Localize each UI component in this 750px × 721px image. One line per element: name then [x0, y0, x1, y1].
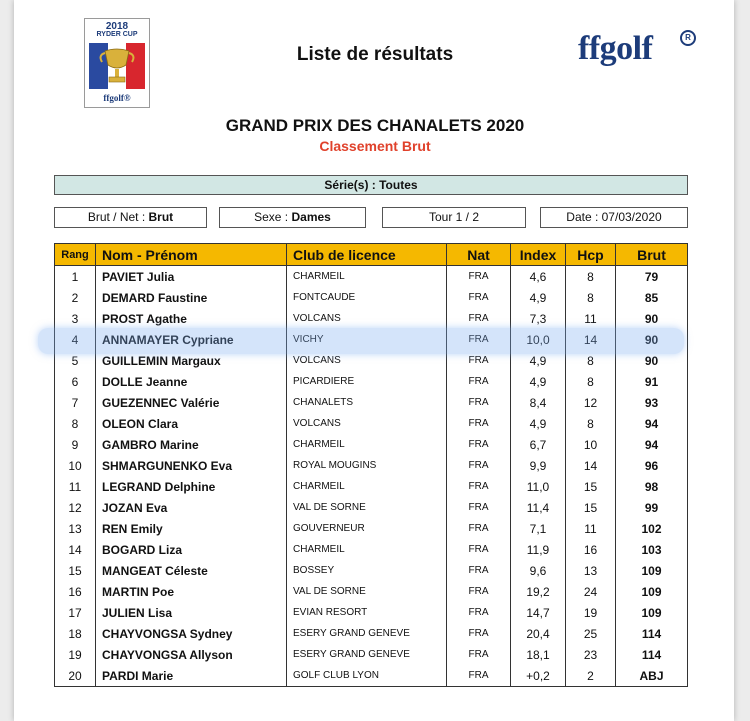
- cell-brut: 90: [616, 329, 688, 350]
- cell-hcp: 14: [566, 329, 616, 350]
- cell-index: 4,9: [511, 371, 566, 392]
- event-subtitle: Classement Brut: [319, 138, 431, 154]
- cell-nom: LEGRAND Delphine: [96, 476, 287, 497]
- cell-nat: FRA: [447, 434, 511, 455]
- cell-rang: 8: [55, 413, 96, 434]
- cell-club: VOLCANS: [287, 413, 447, 434]
- cell-nat: FRA: [447, 308, 511, 329]
- cell-nat: FRA: [447, 287, 511, 308]
- cell-nom: PARDI Marie: [96, 665, 287, 687]
- cell-brut: 93: [616, 392, 688, 413]
- cell-nom: GUILLEMIN Margaux: [96, 350, 287, 371]
- brut-net-label: Brut / Net :: [87, 210, 146, 224]
- table-row: [55, 455, 688, 476]
- cell-club: VAL DE SORNE: [287, 497, 447, 518]
- registered-mark-icon: R: [680, 30, 696, 46]
- cell-nom: GAMBRO Marine: [96, 434, 287, 455]
- cell-hcp: 16: [566, 539, 616, 560]
- cell-nat: FRA: [447, 518, 511, 539]
- ryder-cup-trophy-icon: [89, 43, 145, 89]
- cell-brut: 103: [616, 539, 688, 560]
- cell-club: ESERY GRAND GENEVE: [287, 644, 447, 665]
- cell-brut: 109: [616, 581, 688, 602]
- table-row: [55, 266, 688, 288]
- cell-nat: FRA: [447, 371, 511, 392]
- cell-brut: 109: [616, 560, 688, 581]
- cell-rang: 2: [55, 287, 96, 308]
- cell-club: CHARMEIL: [287, 266, 447, 288]
- cell-nat: FRA: [447, 455, 511, 476]
- cell-nom: MANGEAT Céleste: [96, 560, 287, 581]
- cell-index: 18,1: [511, 644, 566, 665]
- cell-brut: 102: [616, 518, 688, 539]
- cell-club: CHARMEIL: [287, 434, 447, 455]
- ffgolf-logo: ffgolf: [578, 30, 653, 67]
- cell-brut: 79: [616, 266, 688, 288]
- logo-org: ffgolf®: [103, 93, 131, 103]
- cell-hcp: 15: [566, 476, 616, 497]
- cell-brut: 90: [616, 308, 688, 329]
- document-title: Liste de résultats: [296, 44, 454, 65]
- col-header-nom: Nom - Prénom: [96, 244, 287, 266]
- cell-rang: 11: [55, 476, 96, 497]
- cell-nom: JULIEN Lisa: [96, 602, 287, 623]
- table-row: [55, 602, 688, 623]
- cell-brut: 109: [616, 602, 688, 623]
- cell-nat: FRA: [447, 392, 511, 413]
- cell-rang: 1: [55, 266, 96, 288]
- cell-index: 9,6: [511, 560, 566, 581]
- logo-year: 2018: [105, 21, 129, 32]
- col-header-index: Index: [511, 244, 566, 266]
- cell-hcp: 14: [566, 455, 616, 476]
- cell-hcp: 10: [566, 434, 616, 455]
- cell-hcp: 11: [566, 518, 616, 539]
- cell-nat: FRA: [447, 329, 511, 350]
- cell-hcp: 8: [566, 350, 616, 371]
- cell-nom: MARTIN Poe: [96, 581, 287, 602]
- cell-index: 10,0: [511, 329, 566, 350]
- sexe-label: Sexe :: [254, 210, 289, 224]
- cell-nat: FRA: [447, 497, 511, 518]
- cell-rang: 16: [55, 581, 96, 602]
- cell-index: 11,9: [511, 539, 566, 560]
- cell-hcp: 25: [566, 623, 616, 644]
- cell-index: 11,0: [511, 476, 566, 497]
- series-bar: Série(s) : Toutes: [54, 175, 688, 195]
- cell-index: 4,9: [511, 287, 566, 308]
- cell-hcp: 8: [566, 287, 616, 308]
- cell-nom: SHMARGUNENKO Eva: [96, 455, 287, 476]
- cell-nom: OLEON Clara: [96, 413, 287, 434]
- cell-rang: 10: [55, 455, 96, 476]
- table-row: [55, 476, 688, 497]
- sexe-filter: [219, 207, 366, 228]
- cell-rang: 15: [55, 560, 96, 581]
- cell-nom: CHAYVONGSA Allyson: [96, 644, 287, 665]
- cell-index: 4,6: [511, 266, 566, 288]
- cell-rang: 3: [55, 308, 96, 329]
- cell-rang: 6: [55, 371, 96, 392]
- cell-nat: FRA: [447, 602, 511, 623]
- cell-nat: FRA: [447, 560, 511, 581]
- cell-hcp: 15: [566, 497, 616, 518]
- cell-nom: GUEZENNEC Valérie: [96, 392, 287, 413]
- cell-rang: 17: [55, 602, 96, 623]
- cell-brut: 94: [616, 434, 688, 455]
- brut-net-filter: [54, 207, 207, 228]
- cell-index: +0,2: [511, 665, 566, 687]
- cell-hcp: 2: [566, 665, 616, 687]
- table-row: [55, 497, 688, 518]
- results-body: [55, 266, 688, 687]
- table-row: [55, 560, 688, 581]
- cell-club: EVIAN RESORT: [287, 602, 447, 623]
- table-row: [55, 434, 688, 455]
- cell-rang: 5: [55, 350, 96, 371]
- cell-hcp: 8: [566, 413, 616, 434]
- cell-rang: 20: [55, 665, 96, 687]
- cell-rang: 14: [55, 539, 96, 560]
- table-row: [55, 665, 688, 687]
- col-header-hcp: Hcp: [566, 244, 616, 266]
- cell-nat: FRA: [447, 644, 511, 665]
- table-row: [55, 308, 688, 329]
- cell-rang: 12: [55, 497, 96, 518]
- cell-nat: FRA: [447, 476, 511, 497]
- event-title: GRAND PRIX DES CHANALETS 2020: [225, 116, 525, 135]
- col-header-club: Club de licence: [287, 244, 447, 266]
- cell-index: 9,9: [511, 455, 566, 476]
- logo-name: RYDER CUP: [96, 31, 138, 38]
- cell-hcp: 8: [566, 371, 616, 392]
- cell-nat: FRA: [447, 413, 511, 434]
- ryder-cup-logo: [84, 18, 150, 108]
- cell-index: 20,4: [511, 623, 566, 644]
- cell-nom: DOLLE Jeanne: [96, 371, 287, 392]
- cell-index: 19,2: [511, 581, 566, 602]
- cell-nat: FRA: [447, 266, 511, 288]
- cell-rang: 13: [55, 518, 96, 539]
- col-header-nat: Nat: [447, 244, 511, 266]
- table-row: [55, 392, 688, 413]
- cell-brut: 90: [616, 350, 688, 371]
- cell-club: CHANALETS: [287, 392, 447, 413]
- cell-rang: 4: [55, 329, 96, 350]
- cell-nat: FRA: [447, 623, 511, 644]
- table-row: [55, 644, 688, 665]
- cell-hcp: 19: [566, 602, 616, 623]
- cell-index: 11,4: [511, 497, 566, 518]
- col-header-rang: Rang: [55, 244, 96, 266]
- cell-hcp: 11: [566, 308, 616, 329]
- cell-hcp: 13: [566, 560, 616, 581]
- cell-club: VICHY: [287, 329, 447, 350]
- cell-nom: DEMARD Faustine: [96, 287, 287, 308]
- cell-nat: FRA: [447, 539, 511, 560]
- cell-nat: FRA: [447, 350, 511, 371]
- cell-nat: FRA: [447, 665, 511, 687]
- table-row: [55, 518, 688, 539]
- cell-club: BOSSEY: [287, 560, 447, 581]
- table-row: [55, 350, 688, 371]
- table-row: [55, 539, 688, 560]
- table-row: [55, 371, 688, 392]
- cell-nom: JOZAN Eva: [96, 497, 287, 518]
- cell-nom: ANNAMAYER Cypriane: [96, 329, 287, 350]
- results-table: [54, 243, 688, 687]
- table-row: [55, 287, 688, 308]
- cell-brut: 99: [616, 497, 688, 518]
- tour-filter: Tour 1 / 2: [382, 207, 526, 228]
- cell-club: ROYAL MOUGINS: [287, 455, 447, 476]
- cell-nom: PAVIET Julia: [96, 266, 287, 288]
- cell-index: 4,9: [511, 413, 566, 434]
- cell-brut: 91: [616, 371, 688, 392]
- results-header-row: [55, 244, 688, 266]
- cell-brut: 96: [616, 455, 688, 476]
- cell-club: GOUVERNEUR: [287, 518, 447, 539]
- cell-index: 8,4: [511, 392, 566, 413]
- cell-index: 7,3: [511, 308, 566, 329]
- cell-club: VOLCANS: [287, 308, 447, 329]
- cell-index: 14,7: [511, 602, 566, 623]
- cell-club: VAL DE SORNE: [287, 581, 447, 602]
- cell-club: VOLCANS: [287, 350, 447, 371]
- cell-rang: 19: [55, 644, 96, 665]
- cell-hcp: 12: [566, 392, 616, 413]
- cell-nom: BOGARD Liza: [96, 539, 287, 560]
- cell-brut: 85: [616, 287, 688, 308]
- cell-index: 6,7: [511, 434, 566, 455]
- cell-nom: REN Emily: [96, 518, 287, 539]
- cell-hcp: 8: [566, 266, 616, 288]
- cell-brut: 114: [616, 644, 688, 665]
- cell-club: ESERY GRAND GENEVE: [287, 623, 447, 644]
- cell-club: FONTCAUDE: [287, 287, 447, 308]
- cell-hcp: 23: [566, 644, 616, 665]
- cell-index: 7,1: [511, 518, 566, 539]
- date-filter: Date : 07/03/2020: [540, 207, 688, 228]
- cell-brut: 94: [616, 413, 688, 434]
- cell-brut: ABJ: [616, 665, 688, 687]
- cell-club: PICARDIERE: [287, 371, 447, 392]
- cell-hcp: 24: [566, 581, 616, 602]
- cell-club: GOLF CLUB LYON: [287, 665, 447, 687]
- cell-club: CHARMEIL: [287, 476, 447, 497]
- col-header-brut: Brut: [616, 244, 688, 266]
- cell-nom: PROST Agathe: [96, 308, 287, 329]
- cell-nom: CHAYVONGSA Sydney: [96, 623, 287, 644]
- brut-net-value: Brut: [148, 210, 174, 224]
- cell-brut: 114: [616, 623, 688, 644]
- table-row: [55, 413, 688, 434]
- cell-brut: 98: [616, 476, 688, 497]
- table-row: [55, 623, 688, 644]
- table-row: [55, 581, 688, 602]
- sexe-value: Dames: [291, 210, 331, 224]
- cell-rang: 18: [55, 623, 96, 644]
- cell-rang: 9: [55, 434, 96, 455]
- cell-club: CHARMEIL: [287, 539, 447, 560]
- cell-rang: 7: [55, 392, 96, 413]
- cell-nat: FRA: [447, 581, 511, 602]
- cell-index: 4,9: [511, 350, 566, 371]
- table-row: [55, 329, 688, 350]
